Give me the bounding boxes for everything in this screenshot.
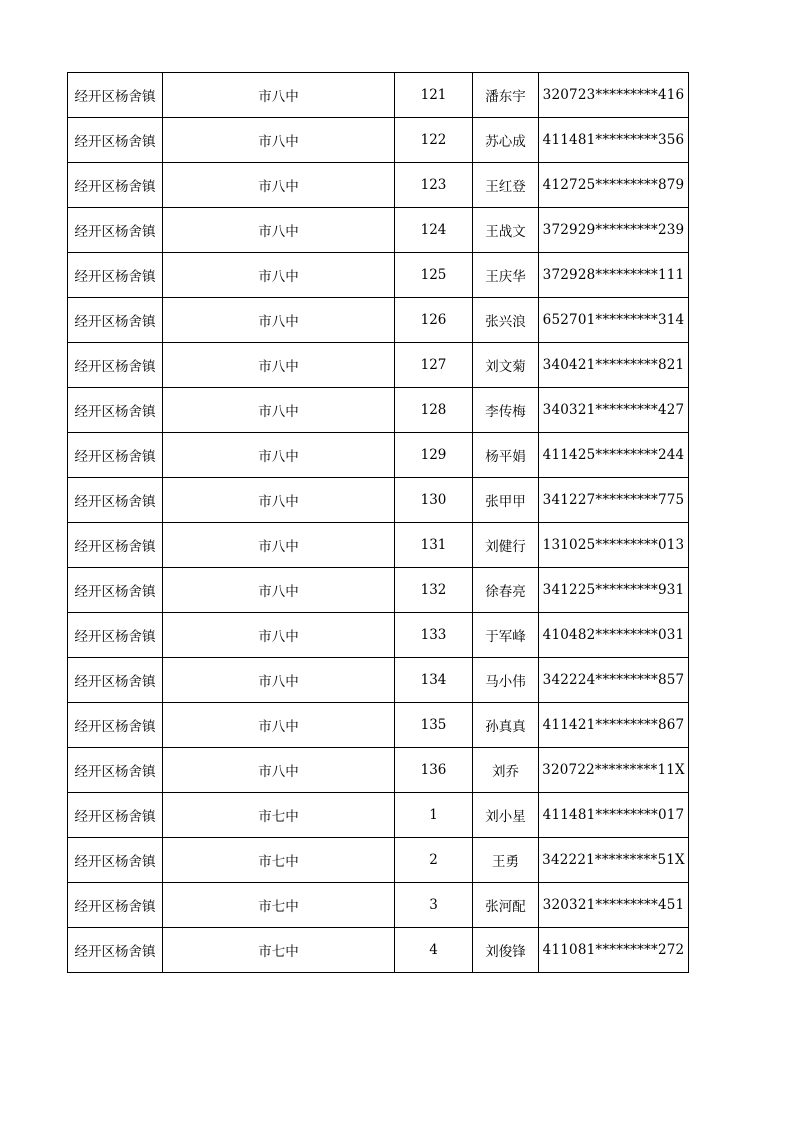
table-row <box>68 568 689 613</box>
district-cell: 经开区杨舍镇 <box>68 478 163 523</box>
person-name-cell: 刘文菊 <box>473 343 539 388</box>
id-number-cell: 341227*********775 <box>539 478 689 523</box>
id-number-cell: 411421*********867 <box>539 703 689 748</box>
person-name-cell: 刘乔 <box>473 748 539 793</box>
seq-number-cell: 123 <box>395 163 473 208</box>
school-cell: 市七中 <box>163 838 395 883</box>
district-cell: 经开区杨舍镇 <box>68 658 163 703</box>
seq-number-cell: 135 <box>395 703 473 748</box>
table-row <box>68 343 689 388</box>
roster-body <box>68 73 689 973</box>
seq-number-cell: 136 <box>395 748 473 793</box>
table-row <box>68 73 689 118</box>
table-row <box>68 208 689 253</box>
school-cell: 市七中 <box>163 928 395 973</box>
id-number-cell: 372928*********111 <box>539 253 689 298</box>
district-cell: 经开区杨舍镇 <box>68 208 163 253</box>
seq-number-cell: 4 <box>395 928 473 973</box>
seq-number-cell: 2 <box>395 838 473 883</box>
seq-number-cell: 122 <box>395 118 473 163</box>
id-number-cell: 320722*********11X <box>539 748 689 793</box>
district-cell: 经开区杨舍镇 <box>68 388 163 433</box>
person-name-cell: 张甲甲 <box>473 478 539 523</box>
person-name-cell: 刘小星 <box>473 793 539 838</box>
school-cell: 市八中 <box>163 298 395 343</box>
district-cell: 经开区杨舍镇 <box>68 793 163 838</box>
table-row <box>68 613 689 658</box>
person-name-cell: 李传梅 <box>473 388 539 433</box>
seq-number-cell: 1 <box>395 793 473 838</box>
table-row <box>68 523 689 568</box>
table-row <box>68 658 689 703</box>
seq-number-cell: 121 <box>395 73 473 118</box>
district-cell: 经开区杨舍镇 <box>68 613 163 658</box>
id-number-cell: 342224*********857 <box>539 658 689 703</box>
person-name-cell: 张兴浪 <box>473 298 539 343</box>
table-row <box>68 163 689 208</box>
roster-table <box>67 72 689 973</box>
id-number-cell: 320723*********416 <box>539 73 689 118</box>
person-name-cell: 苏心成 <box>473 118 539 163</box>
school-cell: 市八中 <box>163 433 395 478</box>
seq-number-cell: 3 <box>395 883 473 928</box>
person-name-cell: 马小伟 <box>473 658 539 703</box>
school-cell: 市八中 <box>163 208 395 253</box>
table-row <box>68 838 689 883</box>
seq-number-cell: 125 <box>395 253 473 298</box>
school-cell: 市七中 <box>163 883 395 928</box>
person-name-cell: 王庆华 <box>473 253 539 298</box>
district-cell: 经开区杨舍镇 <box>68 928 163 973</box>
id-number-cell: 320321*********451 <box>539 883 689 928</box>
person-name-cell: 张河配 <box>473 883 539 928</box>
district-cell: 经开区杨舍镇 <box>68 343 163 388</box>
district-cell: 经开区杨舍镇 <box>68 73 163 118</box>
table-row <box>68 433 689 478</box>
table-row <box>68 253 689 298</box>
school-cell: 市八中 <box>163 388 395 433</box>
school-cell: 市八中 <box>163 703 395 748</box>
person-name-cell: 刘俊锋 <box>473 928 539 973</box>
id-number-cell: 340321*********427 <box>539 388 689 433</box>
person-name-cell: 徐春亮 <box>473 568 539 613</box>
school-cell: 市八中 <box>163 73 395 118</box>
id-number-cell: 340421*********821 <box>539 343 689 388</box>
table-row <box>68 928 689 973</box>
id-number-cell: 412725*********879 <box>539 163 689 208</box>
table-row <box>68 703 689 748</box>
school-cell: 市七中 <box>163 793 395 838</box>
school-cell: 市八中 <box>163 118 395 163</box>
table-row <box>68 298 689 343</box>
seq-number-cell: 132 <box>395 568 473 613</box>
id-number-cell: 410482*********031 <box>539 613 689 658</box>
person-name-cell: 王战文 <box>473 208 539 253</box>
seq-number-cell: 128 <box>395 388 473 433</box>
seq-number-cell: 127 <box>395 343 473 388</box>
district-cell: 经开区杨舍镇 <box>68 883 163 928</box>
seq-number-cell: 126 <box>395 298 473 343</box>
school-cell: 市八中 <box>163 613 395 658</box>
district-cell: 经开区杨舍镇 <box>68 253 163 298</box>
district-cell: 经开区杨舍镇 <box>68 748 163 793</box>
person-name-cell: 刘健行 <box>473 523 539 568</box>
id-number-cell: 342221*********51X <box>539 838 689 883</box>
id-number-cell: 411481*********017 <box>539 793 689 838</box>
person-name-cell: 王勇 <box>473 838 539 883</box>
table-row <box>68 388 689 433</box>
seq-number-cell: 124 <box>395 208 473 253</box>
person-name-cell: 于军峰 <box>473 613 539 658</box>
id-number-cell: 341225*********931 <box>539 568 689 613</box>
district-cell: 经开区杨舍镇 <box>68 838 163 883</box>
school-cell: 市八中 <box>163 253 395 298</box>
district-cell: 经开区杨舍镇 <box>68 298 163 343</box>
seq-number-cell: 134 <box>395 658 473 703</box>
person-name-cell: 潘东宇 <box>473 73 539 118</box>
school-cell: 市八中 <box>163 748 395 793</box>
district-cell: 经开区杨舍镇 <box>68 118 163 163</box>
table-row <box>68 793 689 838</box>
school-cell: 市八中 <box>163 568 395 613</box>
table-row <box>68 118 689 163</box>
school-cell: 市八中 <box>163 343 395 388</box>
district-cell: 经开区杨舍镇 <box>68 568 163 613</box>
district-cell: 经开区杨舍镇 <box>68 433 163 478</box>
table-row <box>68 748 689 793</box>
school-cell: 市八中 <box>163 163 395 208</box>
id-number-cell: 372929*********239 <box>539 208 689 253</box>
seq-number-cell: 130 <box>395 478 473 523</box>
person-name-cell: 王红登 <box>473 163 539 208</box>
id-number-cell: 411425*********244 <box>539 433 689 478</box>
district-cell: 经开区杨舍镇 <box>68 523 163 568</box>
person-name-cell: 孙真真 <box>473 703 539 748</box>
id-number-cell: 411481*********356 <box>539 118 689 163</box>
id-number-cell: 652701*********314 <box>539 298 689 343</box>
school-cell: 市八中 <box>163 523 395 568</box>
school-cell: 市八中 <box>163 658 395 703</box>
id-number-cell: 131025*********013 <box>539 523 689 568</box>
person-name-cell: 杨平娟 <box>473 433 539 478</box>
table-row <box>68 478 689 523</box>
seq-number-cell: 133 <box>395 613 473 658</box>
seq-number-cell: 129 <box>395 433 473 478</box>
district-cell: 经开区杨舍镇 <box>68 703 163 748</box>
seq-number-cell: 131 <box>395 523 473 568</box>
id-number-cell: 411081*********272 <box>539 928 689 973</box>
school-cell: 市八中 <box>163 478 395 523</box>
table-row <box>68 883 689 928</box>
district-cell: 经开区杨舍镇 <box>68 163 163 208</box>
